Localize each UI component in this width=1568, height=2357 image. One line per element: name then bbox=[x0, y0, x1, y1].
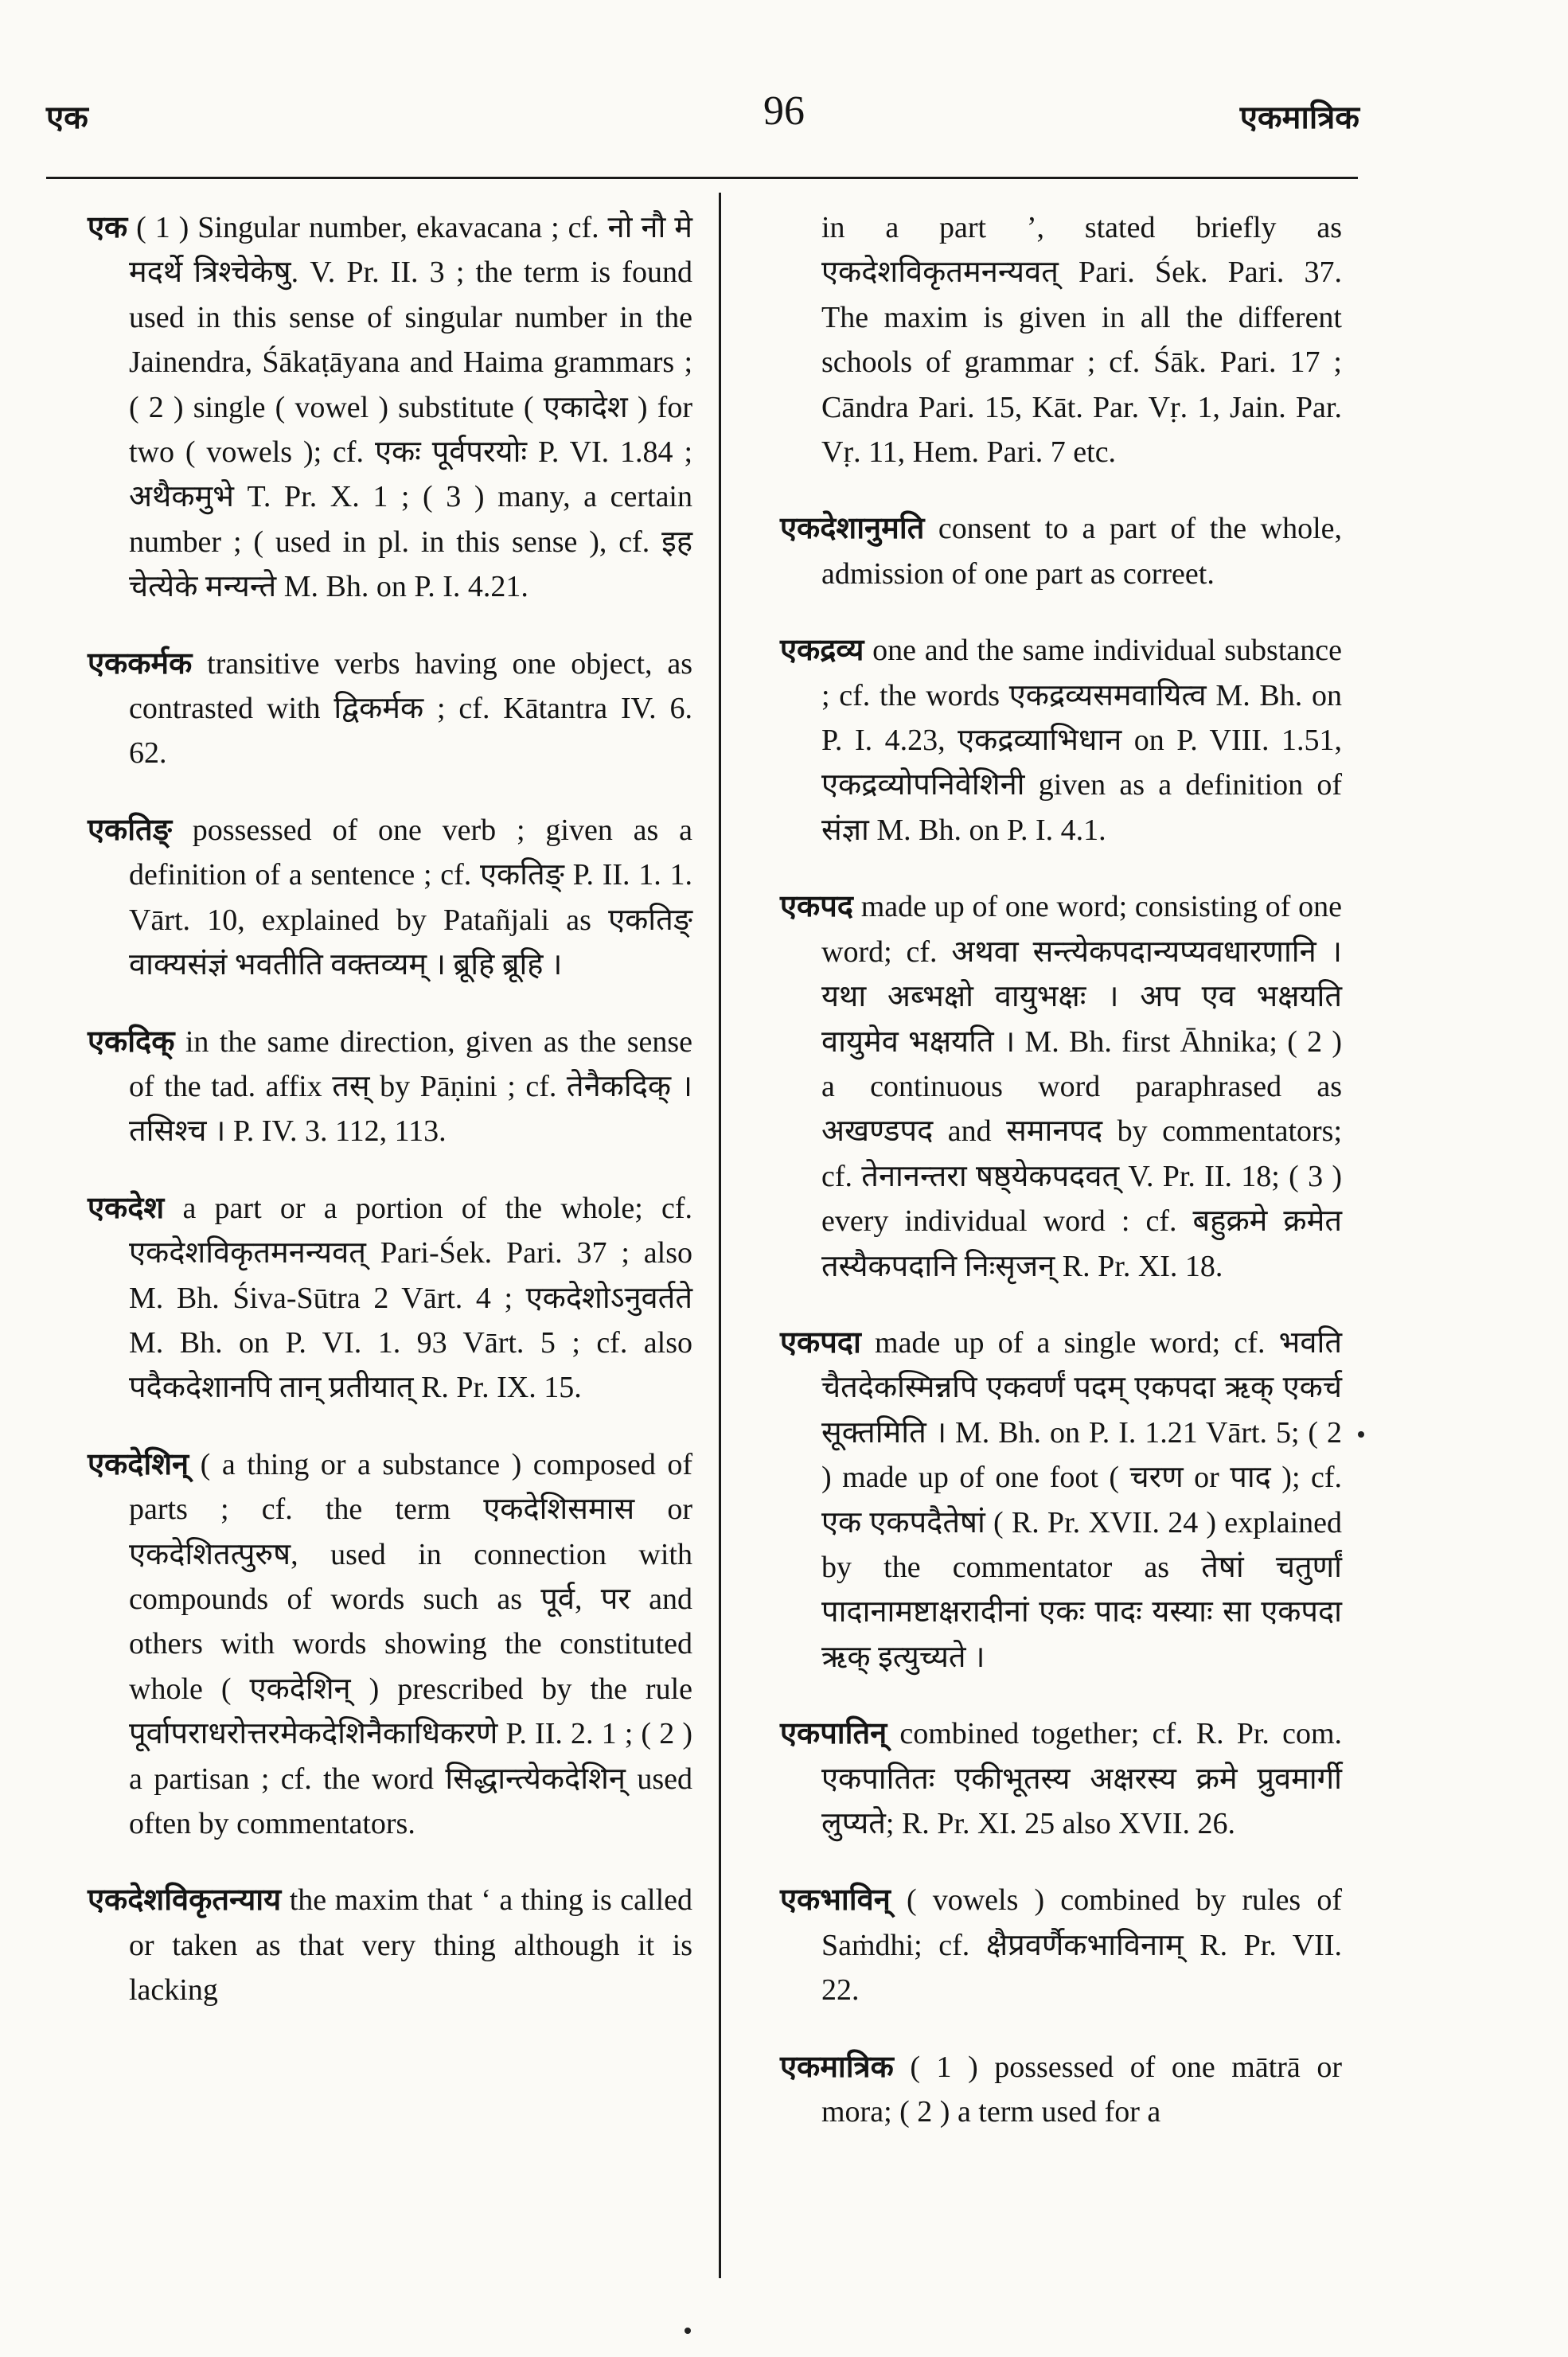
entry-text: consent to a part of the whole, admission of one part as correet. bbox=[821, 512, 1342, 591]
dictionary-entry bbox=[780, 2045, 1342, 2135]
entry-headword: एकदेशिन् bbox=[88, 1447, 189, 1481]
dictionary-entry bbox=[780, 1321, 1342, 1680]
dictionary-entry bbox=[88, 1186, 692, 1411]
entry-headword: एकभाविन् bbox=[780, 1883, 891, 1918]
scan-speck bbox=[685, 2328, 691, 2334]
dictionary-entry bbox=[88, 1878, 692, 2012]
entry-text: in the same direction, given as the sense of the tad. affix तस् by Pāṇini ; cf. तेनैकदिक् । तसिश्च । P. IV. 3. 112, 113. bbox=[129, 1024, 693, 1149]
header-rule bbox=[46, 177, 1358, 179]
entry-headword: एकदिक् bbox=[88, 1024, 175, 1059]
scan-speck bbox=[1358, 1431, 1364, 1438]
entry-text: ( vowels ) combined by rules of Saṁdhi; cf. क्षैप्रवर्णैकभाविनाम् R. Pr. VII. 22. bbox=[821, 1883, 1342, 2008]
entry-text: the maxim that ‘ a thing is called or taken as that very thing although it is lacking bbox=[129, 1883, 693, 2008]
entry-text: in a part ’, stated briefly as एकदेशविकृतमनन्यवत् Pari. Śek. Pari. 37. The maxim is given in all the different schools of grammar ; cf. Śāk. Pari. 17 ; Cāndra Pari. 15, Kāt. Par. Vṛ. 1, Jain. Par. Vṛ. 11, Hem. Pari. 7 etc. bbox=[821, 211, 1342, 470]
entry-headword: एकदेशानुमति bbox=[780, 512, 925, 546]
right-column bbox=[780, 205, 1342, 2166]
dictionary-entry bbox=[88, 1020, 692, 1154]
dictionary-entry bbox=[780, 628, 1342, 853]
entry-text: one and the same individual substance ; cf. the words एकद्रव्यसमवायित्व M. Bh. on P. I. 4.23, एकद्रव्याभिधान on P. VIII. 1.51, एकद्रव्योपनिवेशिनी given as a definition of संज्ञा M. Bh. on P. I. 4.1. bbox=[821, 634, 1342, 847]
entry-headword: एकपद bbox=[780, 890, 853, 924]
dictionary-entry bbox=[780, 506, 1342, 596]
entry-text: ( 1 ) possessed of one mātrā or mora; ( 2 ) a term used for a bbox=[821, 2050, 1342, 2129]
dictionary-entry bbox=[88, 205, 692, 610]
entry-text: made up of a single word; cf. भवति चैतदेकस्मिन्नपि एकवर्णं पदम् एकपदा ऋक् एकर्च सूक्तमिति । M. Bh. on P. I. 1.21 Vārt. 5; ( 2 ) made up of one foot ( चरण or पाद ); cf. एक एकपदैतेषां ( R. Pr. XVII. 24 ) explained by the commentator as तेषां चतुर्णां पादानामष्टाक्षरादीनां एकः पादः यस्याः सा एकपदा ऋक् इत्युच्यते । bbox=[821, 1325, 1342, 1674]
entry-headword: एकमात्रिक bbox=[780, 2050, 894, 2084]
entry-text: ( a thing or a substance ) composed of parts ; cf. the term एकदेशिसमास or एकदेशितत्पुरुष, used in connection with compounds of words such as पूर्व, पर and others with words showing the constituted whole ( एकदेशिन् ) prescribed by the rule पूर्वापराधरोत्तरमेकदेशिनैकाधिकरणे P. II. 2. 1 ; ( 2 ) a partisan ; cf. the word सिद्धान्त्येकदेशिन् used often by commentators. bbox=[129, 1447, 693, 1840]
entry-headword: एकपातिन् bbox=[780, 1717, 887, 1751]
header-left-word: एक bbox=[46, 100, 88, 135]
header-right-word: एकमात्रिक bbox=[1239, 100, 1359, 135]
dictionary-entry bbox=[88, 808, 692, 988]
entry-headword: एकदेशविकृतन्याय bbox=[88, 1883, 282, 1918]
left-column bbox=[88, 205, 692, 2045]
dictionary-entry bbox=[780, 1711, 1342, 1846]
entry-headword: एककर्मक bbox=[88, 646, 193, 681]
dictionary-entry bbox=[88, 642, 692, 776]
entry-text: possessed of one verb ; given as a definition of a sentence ; cf. एकतिङ् P. II. 1. 1. Vārt. 10, explained by Patañjali as एकतिङ् वाक्यसंज्ञं भवतीति वक्तव्यम् । ब्रूहि ब्रूहि । bbox=[129, 813, 693, 982]
entry-headword: एकदेश bbox=[88, 1191, 165, 1225]
entry-headword: एक bbox=[88, 211, 128, 244]
page-number: 96 bbox=[763, 88, 805, 134]
entry-headword: एकद्रव्य bbox=[780, 634, 864, 668]
dictionary-entry bbox=[780, 884, 1342, 1289]
dictionary-entry bbox=[780, 1878, 1342, 2012]
column-divider bbox=[719, 193, 721, 2278]
dictionary-entry-continuation bbox=[780, 205, 1342, 474]
entry-text: combined together; cf. R. Pr. com. एकपातितः एकीभूतस्य अक्षरस्य क्रमे प्रुवमार्गी लुप्यते; R. Pr. XI. 25 also XVII. 26. bbox=[821, 1717, 1343, 1840]
entry-text: a part or a portion of the whole; cf. एकदेशविकृतमनन्यवत् Pari-Śek. Pari. 37 ; also M. Bh. Śiva-Sūtra 2 Vārt. 4 ; एकदेशोऽनुवर्तते M. Bh. on P. VI. 1. 93 Vārt. 5 ; cf. also पदैकदेशानपि तान् प्रतीयात् R. Pr. IX. 15. bbox=[129, 1191, 693, 1405]
entry-text: made up of one word; consisting of one word; cf. अथवा सन्त्येकपदान्यप्यवधारणानि । यथा अब्भक्षो वायुभक्षः । अप एव भक्षयति वायुमेव भक्षयति । M. Bh. first Āhnika; ( 2 ) a continuous word paraphrased as अखण्डपद and समानपद by commentators; cf. तेनानन्तरा षष्ठ्येकपदवत् V. Pr. II. 18; ( 3 ) every individual word : cf. बहुक्रमे क्रमेत तस्यैकपदानि निःसृजन् R. Pr. XI. 18. bbox=[821, 890, 1343, 1283]
entry-headword: एकपदा bbox=[780, 1325, 861, 1360]
entry-text: ( 1 ) Singular number, ekavacana ; cf. नो नौ मे मदर्थे त्रिश्चेकेषु. V. Pr. II. 3 ; the term is found used in this sense of singular number in the Jainendra, Śākaṭāyana and Haima grammars ; ( 2 ) single ( vowel ) substitute ( एकादेश ) for two ( vowels ); cf. एकः पूर्वपरयोः P. VI. 1.84 ; अथैकमुभे T. Pr. X. 1 ; ( 3 ) many, a certain number ; ( used in pl. in this sense ), cf. इह चेत्येके मन्यन्ते M. Bh. on P. I. 4.21. bbox=[129, 211, 692, 604]
entry-headword: एकतिङ् bbox=[88, 813, 172, 847]
dictionary-entry bbox=[88, 1442, 692, 1847]
entry-text: transitive verbs having one object, as contrasted with द्विकर्मक ; cf. Kātantra IV. 6. 62. bbox=[129, 646, 692, 771]
